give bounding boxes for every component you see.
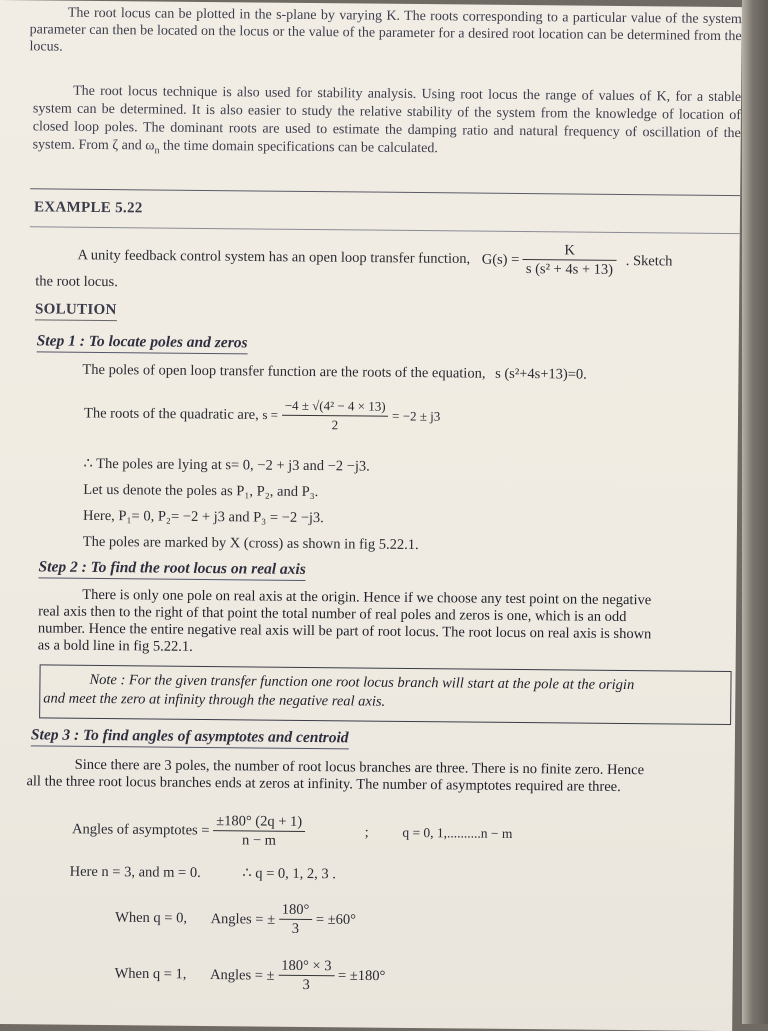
note-text: [43, 670, 727, 715]
omega-subscript: n: [154, 145, 160, 157]
asymptote-numerator: ±180° (2q + 1): [213, 812, 305, 832]
para-intro: [29, 4, 741, 62]
step2-line1: There is only one pole on real axis at the origin. Hence if we choose any test point on the negative: [82, 586, 652, 609]
q1-lhs: Angles = ±: [210, 966, 275, 984]
quadratic-denominator: 2: [331, 417, 339, 433]
section-divider: [30, 188, 742, 196]
step1-line4: Let us denote the poles as P₁, P₂, and P₃.: [83, 481, 319, 501]
q0-fraction: [279, 901, 313, 938]
q0-numerator: 180°: [279, 901, 313, 920]
step2-line3: number. Hence the entire negative real axis will be part of root locus. The root locus on real axis is shown: [37, 620, 652, 643]
tf-numerator: K: [523, 241, 616, 261]
asymptote-q-range: q = 0, 1,..........n − m: [402, 824, 513, 841]
para-stability-text: The root locus technique is also used for stability analysis. Using root locus the range of values of K, for a stable system can be determined. It is also easier to study the relative stability of the system from the knowledge of location of closed loop poles. The dominant roots are used to estimate the damping ratio and natural frequency of oscillation of the system. From ζ and ω: [32, 83, 742, 154]
asymptote-lhs: Angles of asymptotes =: [71, 821, 210, 839]
q0-line: [115, 899, 356, 938]
step1-line1-text: The poles of open loop transfer function are the roots of the equation,: [82, 361, 486, 382]
example-end-line: the root locus.: [35, 273, 118, 291]
here-q-text: ∴ q = 0, 1, 2, 3 .: [242, 865, 336, 883]
tf-denominator: s (s² + 4s + 13): [525, 261, 614, 278]
para-intro-text: The root locus can be plotted in the s-plane by varying K. The roots corresponding to a particular value of the system parameter can then be located on the locus or the value of the parameter for a desired root location can be determined from the locus.: [29, 5, 742, 55]
here-n-text: Here n = 3, and m = 0.: [69, 863, 201, 881]
step3-paragraph: [26, 756, 736, 797]
step3-title: Step 3 : To find angles of asymptotes and centroid: [31, 726, 349, 749]
step1-title: Step 1 : To locate poles and zeros: [37, 332, 248, 354]
example-statement: [77, 237, 739, 280]
step1-line1-equation: s (s²+4s+13)=0.: [495, 365, 587, 383]
asymptote-angle-formula: [72, 811, 513, 852]
book-page-edge: [742, 0, 768, 1024]
tf-lhs: G(s) =: [481, 251, 520, 268]
q0-when: When q = 0,: [115, 909, 188, 927]
q0-lhs: Angles = ±: [210, 910, 276, 928]
q0-denominator: 3: [291, 920, 300, 937]
step1-line1: [82, 361, 587, 384]
step1-line3: ∴ The poles are lying at s= 0, −2 + j3 and −2 −j3.: [83, 455, 370, 475]
example-divider: [30, 226, 742, 234]
step1-line5: Here, P₁= 0, P₂= −2 + j3 and P₃ = −2 −j3.: [82, 507, 324, 527]
step2-paragraph: [38, 586, 739, 661]
example-end: . Sketch: [625, 252, 673, 269]
note-line2: and meet the zero at infinity through the negative real axis.: [43, 690, 386, 710]
quadratic-rhs: = −2 ± j3: [392, 408, 441, 424]
q1-denominator: 3: [302, 976, 310, 994]
step2-title: Step 2 : To find the root locus on real axis: [38, 558, 305, 581]
solution-title: SOLUTION: [35, 300, 117, 321]
example-text: A unity feedback control system has an open loop transfer function,: [77, 247, 471, 268]
q1-fraction: [278, 957, 335, 995]
q1-when: When q = 1,: [114, 965, 187, 983]
transfer-function-fraction: [523, 241, 617, 279]
asymptote-semicolon: ;: [364, 824, 369, 841]
note-line1: Note : For the given transfer function one root locus branch will start at the pole at the origin: [89, 671, 635, 694]
asymptote-fraction: [213, 812, 305, 850]
step1-line2: [84, 395, 441, 435]
quadratic-lhs: s =: [262, 407, 279, 423]
para-stability-end: the time domain specifications can be calculated.: [159, 138, 438, 157]
asymptote-denominator: n − m: [241, 832, 277, 849]
q1-numerator: 180° × 3: [278, 957, 334, 977]
here-n-line: [70, 863, 336, 884]
step3-line2: all the three root locus branches ends at zeros at infinity. The number of asymptotes required are three.: [26, 773, 621, 795]
step2-line2: real axis then to the right of that point the total number of real poles and zeros is one, which is an odd: [38, 603, 627, 626]
step1-line6: The poles are marked by X (cross) as shown in fig 5.22.1.: [82, 533, 419, 554]
step2-line4: as a bold line in fig 5.22.1.: [37, 637, 193, 655]
step3-line1: Since there are 3 poles, the number of root locus branches are three. There is no finite zero. Hence: [74, 756, 645, 779]
example-title: EXAMPLE 5.22: [33, 199, 143, 217]
quadratic-root-fraction: [281, 397, 388, 435]
para-stability: [32, 82, 741, 166]
quadratic-numerator: −4 ± √(4² − 4 × 13): [282, 397, 389, 417]
step1-line2-text: The roots of the quadratic are,: [83, 405, 259, 424]
q1-line: [114, 955, 385, 995]
q0-rhs: = ±60°: [315, 911, 357, 928]
q1-rhs: = ±180°: [337, 967, 386, 985]
